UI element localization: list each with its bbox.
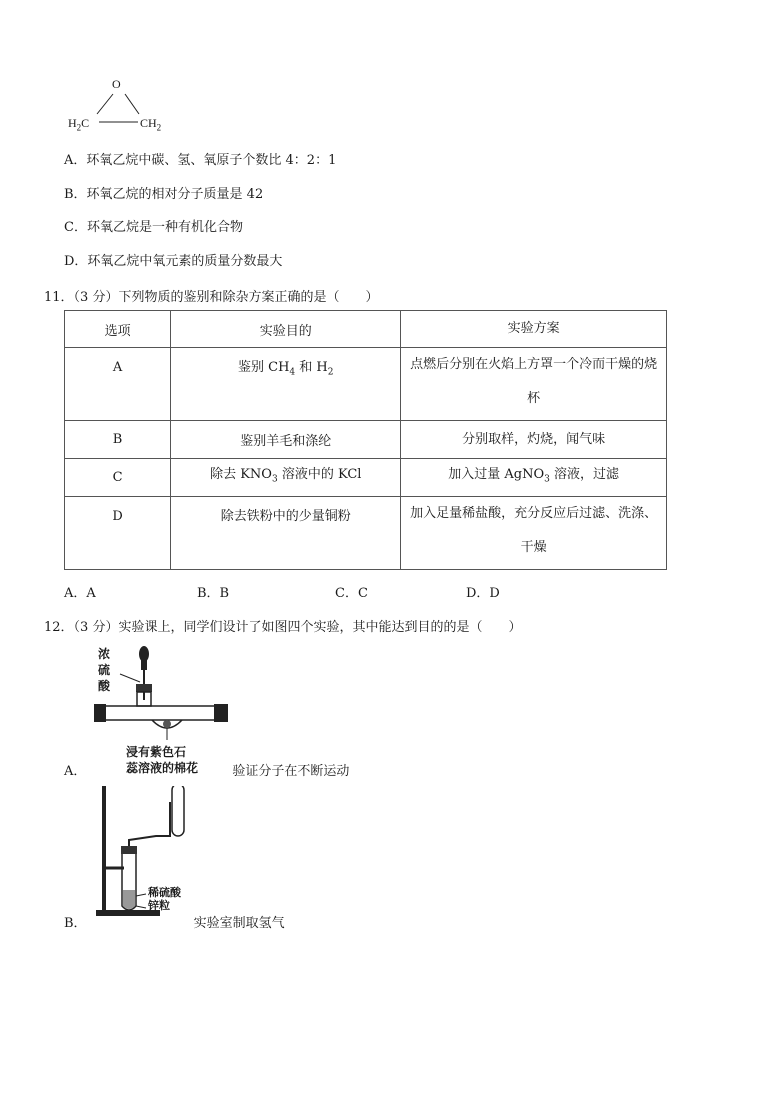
table-header-row <box>65 311 667 348</box>
q10-option-b: B．环氧乙烷的相对分子质量是 42 <box>64 187 264 202</box>
row-c-option: C <box>65 459 171 497</box>
row-a-option: A <box>65 348 171 421</box>
table-row <box>65 421 667 459</box>
figure-b-apparatus <box>96 786 196 918</box>
q11-stem: 11．（3 分）下列物质的鉴别和除杂方案正确的是（ ） <box>44 290 379 305</box>
row-b-plan: 分别取样，灼烧，闻气味 <box>401 421 667 459</box>
row-d-option: D <box>65 497 171 570</box>
row-d-purpose: 除去铁粉中的少量铜粉 <box>171 497 401 570</box>
row-a-purpose: 鉴别 $CH_4$ 和 $H_2$ <box>171 348 401 421</box>
header-purpose: 实验目的 <box>171 311 401 348</box>
figure-a-label-cotton: 浸有紫色石 蕊溶液的棉花 <box>126 745 199 775</box>
figure-b-labels: 稀硫酸 锌粒 <box>148 886 181 912</box>
q10-option-c: C．环氧乙烷是一种有机化合物 <box>64 220 243 235</box>
right-carbon-label: $CH_2$ <box>140 116 162 133</box>
row-b-option: B <box>65 421 171 459</box>
left-carbon-label: $H_2C$ <box>68 116 90 133</box>
q11-answer-a: A．A <box>64 586 96 601</box>
row-c-purpose: 除去 $KNO_3$ 溶液中的 KCl <box>171 459 401 497</box>
q11-answer-b: B．B <box>197 586 230 601</box>
header-option: 选项 <box>65 311 171 348</box>
figure-a-label-acid: 浓 硫 酸 <box>98 647 111 693</box>
row-b-purpose: 鉴别羊毛和涤纶 <box>171 421 401 459</box>
row-d-plan: 加入足量稀盐酸，充分反应后过滤、洗涤、干燥 <box>401 497 667 570</box>
oxygen-atom-label: O <box>112 77 121 91</box>
q12-option-b: B． 实验室制取氢气 <box>64 916 285 931</box>
table-row <box>65 497 667 570</box>
table-row <box>65 348 667 421</box>
q11-table <box>64 310 667 570</box>
row-a-plan: 点燃后分别在火焰上方罩一个冷而干燥的烧杯 <box>401 348 667 421</box>
row-c-plan: 加入过量 AgNO$_3$ 溶液，过滤 <box>401 459 667 497</box>
q10-option-d: D．环氧乙烷中氧元素的质量分数最大 <box>64 254 283 269</box>
figure-b-drawing <box>96 786 196 918</box>
q11-answer-c: C．C <box>335 586 368 601</box>
q12-option-a: A． 验证分子在不断运动 <box>64 764 350 779</box>
q11-answer-d: D．D <box>466 586 500 601</box>
figure-a-drawing <box>92 644 252 744</box>
figure-a-apparatus <box>92 644 252 778</box>
table-row <box>65 459 667 497</box>
header-plan: 实验方案 <box>401 311 667 348</box>
q10-option-a: A．环氧乙烷中碳、氢、氧原子个数比 4：2：1 <box>64 153 337 168</box>
q12-stem: 12．（3 分）实验课上，同学们设计了如图四个实验，其中能达到目的的是（ ） <box>44 620 522 635</box>
